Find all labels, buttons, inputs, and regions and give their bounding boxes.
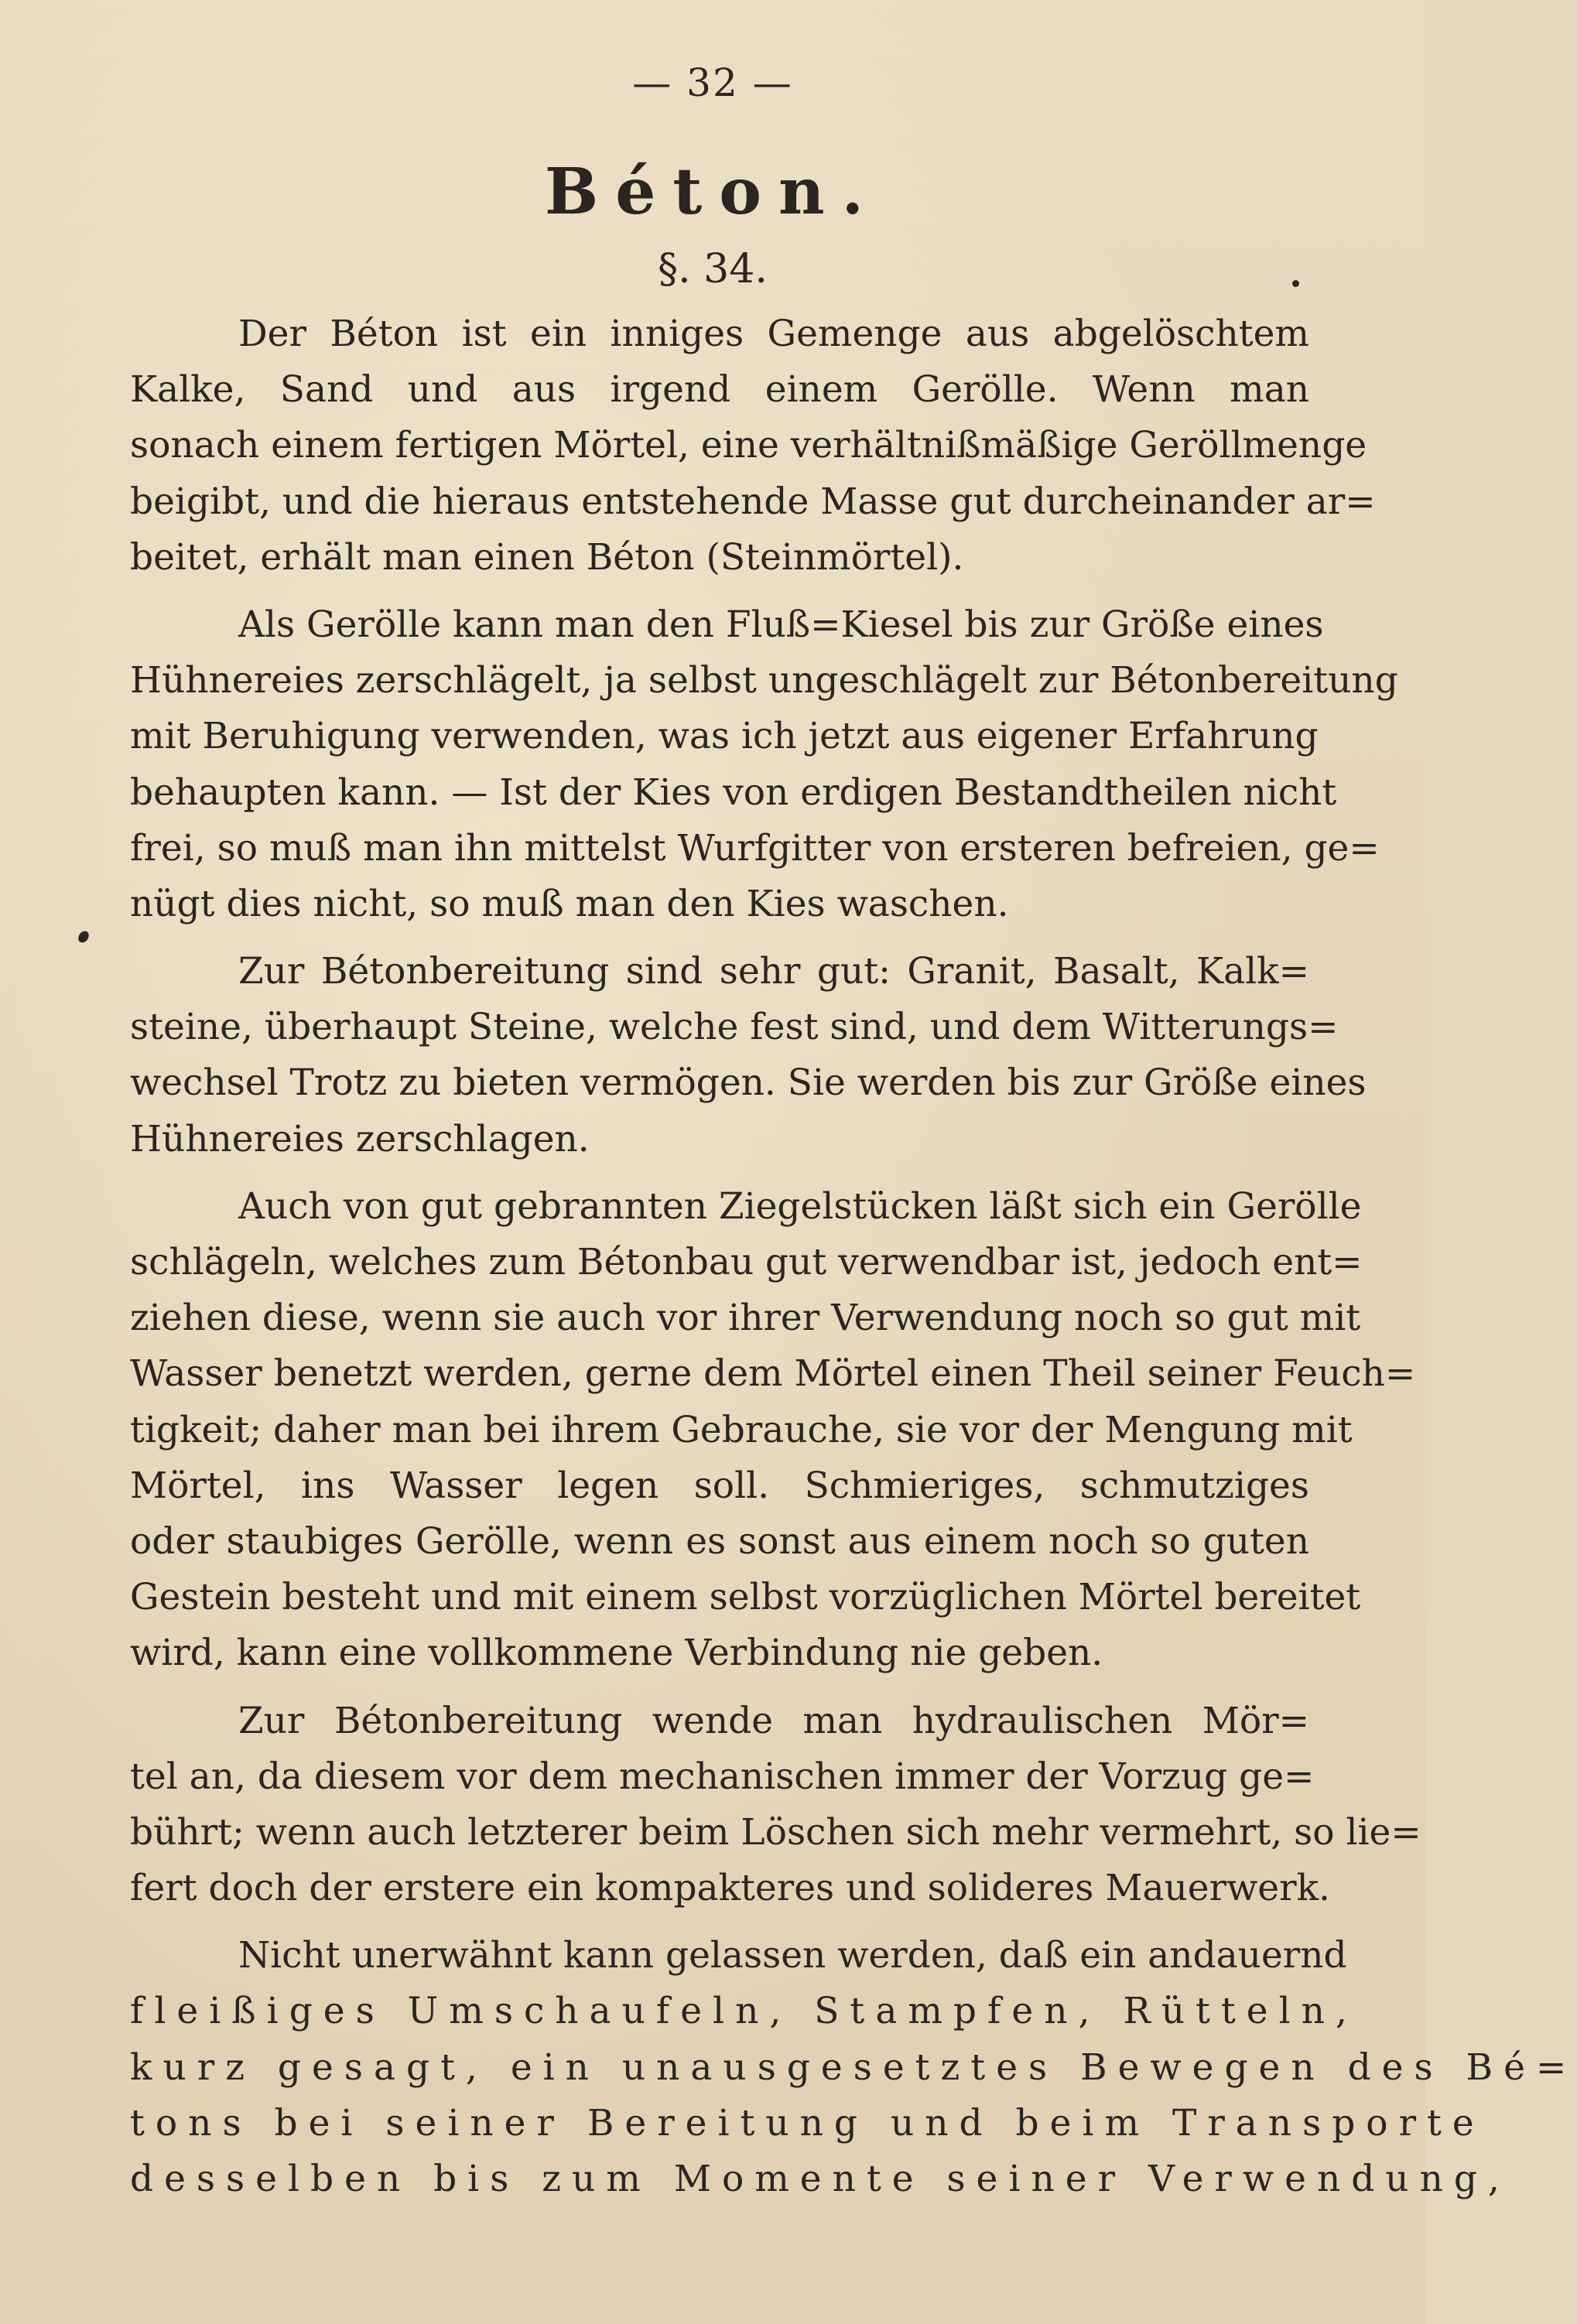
ink-blot (76, 929, 91, 945)
text-line: steine, überhaupt Steine, welche fest sind, und dem Witterungs= (130, 1006, 1339, 1049)
text-line: tons bei seiner Bereitung und beim Transporte (130, 2101, 1485, 2145)
paragraph-2 (130, 597, 1398, 932)
body-text (130, 306, 1577, 2219)
text-line: Zur Bétonbereitung wende man hydraulischen Mör= (238, 1699, 1309, 1742)
text-line: beitet, erhält man einen Béton (Steinmörtel). (130, 535, 964, 579)
paragraph-4 (130, 1179, 1416, 1682)
text-line: Nicht unerwähnt kann gelassen werden, daß ein andauernd (238, 1934, 1347, 1977)
page-number: — 32 — (632, 60, 793, 105)
text-line: tel an, da diesem vor dem mechanischen immer der Vorzug ge= (130, 1755, 1315, 1798)
paragraph-6 (130, 1928, 1577, 2207)
text-line: frei, so muß man ihn mittelst Wurfgitter von ersteren befreien, ge= (130, 826, 1380, 870)
text-line: desselben bis zum Momente seiner Verwendung, (130, 2158, 1510, 2200)
text-line: Zur Bétonbereitung sind sehr gut: Granit, Basalt, Kalk= (238, 950, 1309, 993)
text-line: behaupten kann. — Ist der Kies von erdigen Bestandtheilen nicht (130, 771, 1337, 814)
text-line: Wasser benetzt werden, gerne dem Mörtel einen Theil seiner Feuch= (130, 1352, 1416, 1396)
text-line: Hühnereies zerschlägelt, ja selbst ungeschlägelt zur Bétonbereitung (130, 659, 1398, 702)
text-line: Gestein besteht und mit einem selbst vorzüglichen Mörtel bereitet (130, 1576, 1361, 1619)
text-line: wechsel Trotz zu bieten vermögen. Sie werden bis zur Größe eines (130, 1061, 1367, 1105)
text-line: Hühnereies zerschlagen. (130, 1117, 590, 1160)
text-line: sonach einem fertigen Mörtel, eine verhältnißmäßige Geröllmenge (130, 424, 1367, 467)
text-line: tigkeit; daher man bei ihrem Gebrauche, sie vor der Mengung mit (130, 1408, 1353, 1451)
text-line: Kalke, Sand und aus irgend einem Gerölle. Wenn man (130, 368, 1309, 412)
text-line: wird, kann eine vollkommene Verbindung nie geben. (130, 1632, 1103, 1675)
text-line: Als Gerölle kann man den Fluß=Kiesel bis zur Größe eines (238, 603, 1324, 646)
text-line: ziehen diese, wenn sie auch vor ihrer Verwendung noch so gut mit (130, 1297, 1361, 1340)
text-line: beigibt, und die hieraus entstehende Masse gut durcheinander ar= (130, 480, 1376, 523)
section-heading: §. 34. (658, 246, 768, 292)
text-line: oder staubiges Gerölle, wenn es sonst aus einem noch so guten (130, 1519, 1309, 1563)
paragraph-3 (130, 944, 1367, 1167)
text-line: bührt; wenn auch letzterer beim Löschen sich mehr vermehrt, so lie= (130, 1810, 1421, 1854)
text-line: mit Beruhigung verwenden, was ich jetzt aus eigener Erfahrung (130, 715, 1319, 758)
print-speck (1292, 280, 1299, 287)
text-line: kurz gesagt, ein unausgesetztes Bewegen des Bé= (130, 2045, 1577, 2089)
text-line: fert doch der erstere ein kompakteres und solideres Mauerwerk. (130, 1867, 1330, 1910)
text-line: Der Béton ist ein inniges Gemenge aus abgelöschtem (238, 313, 1309, 355)
text-line: schlägeln, welches zum Bétonbau gut verwendbar ist, jedoch ent= (130, 1241, 1363, 1283)
text-line: nügt dies nicht, so muß man den Kies waschen. (130, 882, 1009, 925)
page-title: Béton. (544, 155, 881, 229)
paragraph-1 (130, 306, 1376, 586)
text-line: fleißiges Umschaufeln, Stampfen, Rütteln, (130, 1990, 1358, 2033)
paragraph-5 (130, 1693, 1421, 1917)
text-line: Mörtel, ins Wasser legen soll. Schmieriges, schmutziges (130, 1464, 1309, 1507)
text-line: Auch von gut gebrannten Ziegelstücken läßt sich ein Gerölle (238, 1184, 1362, 1228)
